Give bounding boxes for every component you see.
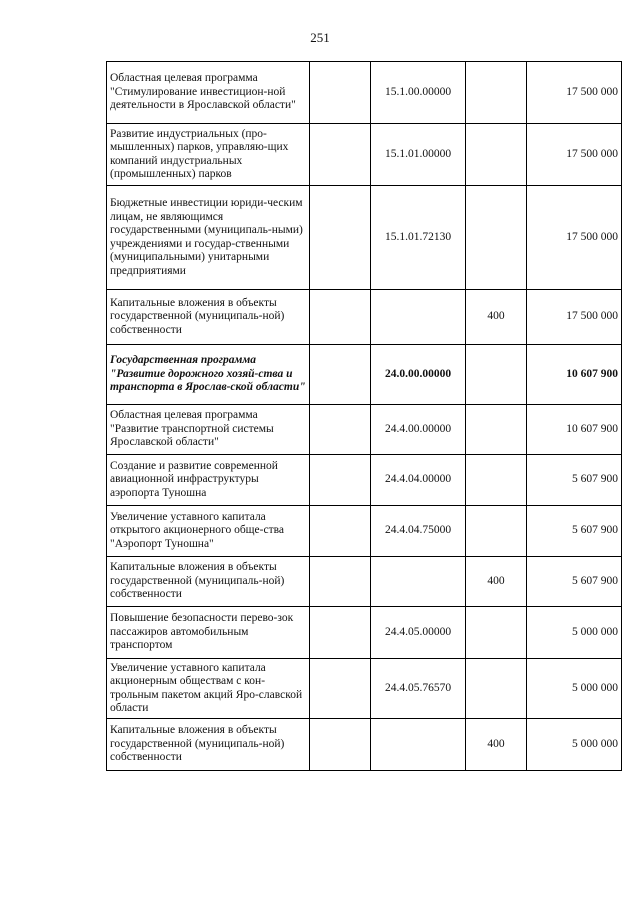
row-name-cell: Увеличение уставного капитала акционерным обществам с кон-трольным пакетом акций Яро-славской области	[107, 659, 310, 719]
row-name-cell: Развитие индустриальных (про-мышленных) парков, управляю-щих компаний индустриальных (промышленных) парков	[107, 124, 310, 186]
row-amount-cell: 5 000 000	[527, 607, 622, 659]
row-blank-cell	[310, 659, 371, 719]
row-amount-cell: 17 500 000	[527, 62, 622, 124]
row-code-cell: 24.4.04.00000	[371, 455, 466, 506]
row-name-cell: Повышение безопасности перево-зок пассажиров автомобильным транспортом	[107, 607, 310, 659]
row-code-cell	[371, 719, 466, 771]
row-name-cell: Увеличение уставного капитала открытого акционерного обще-ства "Аэропорт Туношна"	[107, 506, 310, 557]
row-code-cell: 24.4.00.00000	[371, 405, 466, 455]
row-type-cell	[466, 124, 527, 186]
row-code-cell: 15.1.01.00000	[371, 124, 466, 186]
row-amount-cell: 5 000 000	[527, 659, 622, 719]
row-type-cell: 400	[466, 719, 527, 771]
row-code-cell: 24.4.04.75000	[371, 506, 466, 557]
row-code-cell: 24.4.05.00000	[371, 607, 466, 659]
row-amount-cell: 17 500 000	[527, 290, 622, 345]
row-amount-cell: 17 500 000	[527, 186, 622, 290]
row-blank-cell	[310, 557, 371, 607]
row-name-cell: Областная целевая программа "Развитие транспортной системы Ярославской области"	[107, 405, 310, 455]
row-blank-cell	[310, 607, 371, 659]
row-blank-cell	[310, 405, 371, 455]
row-amount-cell: 5 607 900	[527, 506, 622, 557]
table-row	[107, 62, 622, 124]
row-amount-cell: 10 607 900	[527, 345, 622, 405]
table-row	[107, 290, 622, 345]
table-row	[107, 405, 622, 455]
table-row	[107, 506, 622, 557]
row-code-cell	[371, 290, 466, 345]
page-number: 251	[310, 30, 330, 45]
row-name-cell: Капитальные вложения в объекты государственной (муниципаль-ной) собственности	[107, 557, 310, 607]
table-row	[107, 455, 622, 506]
row-blank-cell	[310, 345, 371, 405]
row-type-cell	[466, 659, 527, 719]
row-amount-cell: 17 500 000	[527, 124, 622, 186]
row-name-cell: Областная целевая программа "Стимулирование инвестицион-ной деятельности в Ярославской области"	[107, 62, 310, 124]
table-body	[107, 62, 622, 771]
row-blank-cell	[310, 719, 371, 771]
row-amount-cell: 5 607 900	[527, 557, 622, 607]
row-blank-cell	[310, 124, 371, 186]
row-type-cell	[466, 455, 527, 506]
table-row	[107, 659, 622, 719]
table-row	[107, 345, 622, 405]
table-row	[107, 607, 622, 659]
row-name-cell: Государственная программа "Развитие дорожного хозяй-ства и транспорта в Ярослав-ской области"	[107, 345, 310, 405]
row-amount-cell: 10 607 900	[527, 405, 622, 455]
row-code-cell: 24.0.00.00000	[371, 345, 466, 405]
row-code-cell: 15.1.00.00000	[371, 62, 466, 124]
row-type-cell	[466, 62, 527, 124]
row-blank-cell	[310, 62, 371, 124]
row-name-cell: Капитальные вложения в объекты государственной (муниципаль-ной) собственности	[107, 290, 310, 345]
row-name-cell: Капитальные вложения в объекты государственной (муниципаль-ной) собственности	[107, 719, 310, 771]
row-amount-cell: 5 607 900	[527, 455, 622, 506]
row-blank-cell	[310, 455, 371, 506]
row-code-cell	[371, 557, 466, 607]
table-row	[107, 719, 622, 771]
row-blank-cell	[310, 186, 371, 290]
table-row	[107, 557, 622, 607]
row-type-cell	[466, 186, 527, 290]
row-type-cell	[466, 345, 527, 405]
budget-table	[106, 61, 622, 771]
row-name-cell: Бюджетные инвестиции юриди-ческим лицам, не являющимся государственными (муниципаль-ными) учреждениями и государ-ственными (муниципальными) унитарными предприятиями	[107, 186, 310, 290]
row-type-cell	[466, 405, 527, 455]
row-type-cell	[466, 607, 527, 659]
row-amount-cell: 5 000 000	[527, 719, 622, 771]
row-code-cell: 15.1.01.72130	[371, 186, 466, 290]
row-code-cell: 24.4.05.76570	[371, 659, 466, 719]
row-blank-cell	[310, 290, 371, 345]
row-type-cell	[466, 506, 527, 557]
row-blank-cell	[310, 506, 371, 557]
table-row	[107, 124, 622, 186]
table-row	[107, 186, 622, 290]
row-type-cell: 400	[466, 557, 527, 607]
row-name-cell: Создание и развитие современной авиационной инфраструктуры аэропорта Туношна	[107, 455, 310, 506]
row-type-cell: 400	[466, 290, 527, 345]
